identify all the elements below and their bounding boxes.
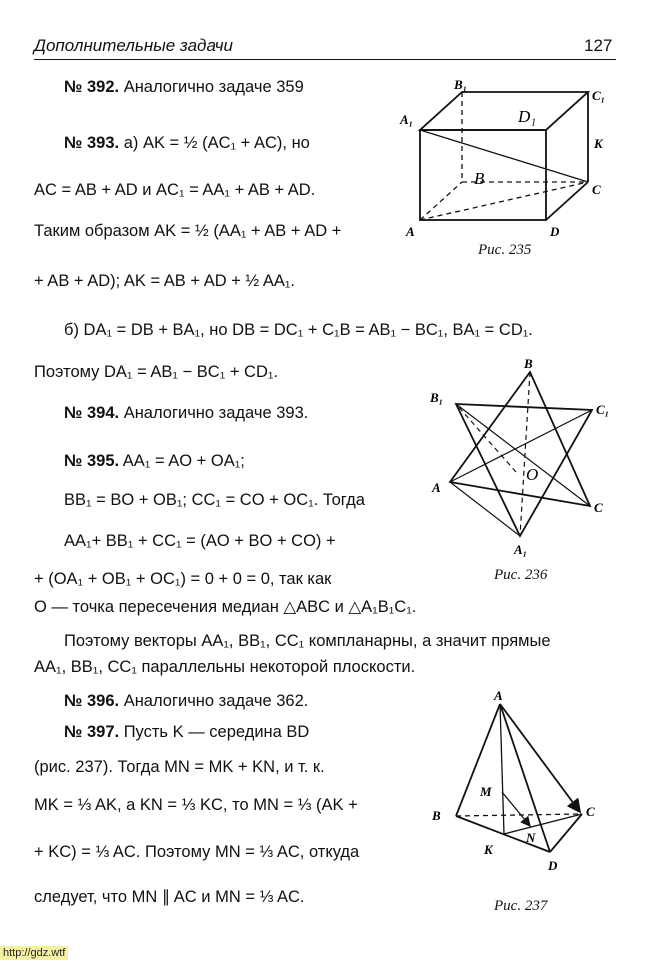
label-n: N <box>526 830 536 845</box>
label-d1: D₁ <box>518 107 537 126</box>
figure-235-caption: Рис. 235 <box>478 242 532 258</box>
problem-text: а) AK = ½ (AC₁ + AC), но <box>123 134 310 152</box>
problem-395-line-4: + (OA₁ + OB₁ + OC₁) = 0 + 0 = 0, так как <box>34 570 332 588</box>
problem-395-line-6: Поэтому векторы AA₁, BB₁, CC₁ компланарны, а значит прямые <box>64 632 551 650</box>
problem-393-line-4: + AB + AD); AK = AB + AD + ½ AA₁. <box>34 272 296 290</box>
problem-396 <box>64 691 308 711</box>
label-c: C <box>592 182 601 197</box>
problem-text: Аналогично задаче 359 <box>123 78 304 96</box>
label-c: C <box>594 500 603 515</box>
problem-397-line-2: (рис. 237). Тогда MN = MK + KN, и т. к. <box>34 758 325 776</box>
label-c1: C₁ <box>596 402 610 417</box>
header-rule <box>34 59 616 60</box>
segment-aa1 <box>450 482 520 536</box>
hidden-edge-bc <box>456 814 580 816</box>
problem-number: № 392. <box>64 78 120 96</box>
problem-397-line-4: + KC) = ⅓ AC. Поэтому MN = ⅓ AC, откуда <box>34 843 360 861</box>
label-b: B <box>474 169 485 188</box>
label-d: D <box>550 224 560 239</box>
source-url-link[interactable]: http://gdz.wtf <box>0 946 68 960</box>
label-a: A <box>494 690 503 703</box>
vector-ac <box>500 704 580 812</box>
problem-393-line-2: AC = AB + AD и AC₁ = AA₁ + AB + AD. <box>34 181 316 199</box>
problem-395-line-2: BB₁ = BO + OB₁; CC₁ = CO + OC₁. Тогда <box>64 491 365 509</box>
label-a: A <box>406 224 415 239</box>
edge-dc <box>550 814 582 852</box>
label-b: B <box>432 808 441 823</box>
cube-top-face <box>420 92 588 130</box>
problem-number: № 395. <box>64 452 120 470</box>
problem-393-line-3: Таким образом AK = ½ (AA₁ + AB + AD + <box>34 222 342 240</box>
label-b1: B₁ <box>430 390 444 405</box>
median-ak <box>500 704 504 834</box>
cube-edge-dc <box>546 182 588 220</box>
problem-number: № 396. <box>64 692 120 710</box>
problem-392 <box>64 77 304 97</box>
label-k: K <box>484 842 493 857</box>
edge-ad <box>500 704 550 852</box>
problem-397-line-3: MK = ⅓ AK, а KN = ⅓ KC, то MN = ⅓ (AK + <box>34 796 358 814</box>
figure-236-hexagram <box>426 356 626 562</box>
hidden-edge-ab <box>420 182 462 220</box>
label-a1: A₁ <box>400 112 414 127</box>
problem-395-line-3: AA₁+ BB₁ + CC₁ = (AO + BO + CO) + <box>64 532 336 550</box>
label-a1: A₁ <box>514 542 528 557</box>
figure-236-caption: Рис. 236 <box>494 567 548 583</box>
label-a: A <box>432 480 441 495</box>
problem-text: AA₁ = AO + OA₁; <box>122 452 245 470</box>
label-o: O <box>526 465 539 484</box>
triangle-abc <box>450 372 590 506</box>
label-k: K <box>594 136 603 151</box>
diagonal-ac <box>420 182 588 220</box>
vector-mn <box>502 792 530 826</box>
page-number: 127 <box>584 36 613 55</box>
problem-393-line-5: б) DA₁ = DB + BA₁, но DB = DC₁ + C₁B = AB₁ − BC₁, BA₁ = CD₁. <box>64 321 533 339</box>
label-b: B <box>524 356 533 371</box>
problem-395-line-5: O — точка пересечения медиан △ABC и △A₁B₁C₁. <box>34 598 417 616</box>
problem-393-line-6: Поэтому DA₁ = AB₁ − BC₁ + CD₁. <box>34 363 279 381</box>
diagonal-ac1 <box>420 130 588 182</box>
problem-397-line-1 <box>64 722 309 742</box>
label-d: D <box>548 858 558 873</box>
figure-235-cube <box>396 78 626 264</box>
figure-237-caption: Рис. 237 <box>494 898 548 914</box>
running-header: Дополнительные задачи <box>34 36 234 55</box>
problem-393-line-1 <box>64 133 310 153</box>
figure-237-tetrahedron <box>428 690 628 880</box>
label-c1: C₁ <box>592 88 606 103</box>
problem-number: № 394. <box>64 404 120 422</box>
label-b1: B₁ <box>454 78 468 92</box>
problem-395-line-7: AA₁, BB₁, CC₁ параллельны некоторой плоскости. <box>34 658 416 676</box>
label-m: M <box>480 784 492 799</box>
triangle-a1b1c1 <box>456 404 592 536</box>
label-c: C <box>586 804 595 819</box>
problem-395-line-1 <box>64 451 245 471</box>
edge-ab <box>456 704 500 816</box>
problem-397-line-5: следует, что MN ∥ AC и MN = ⅓ AC. <box>34 888 305 906</box>
problem-text: Пусть K — середина BD <box>123 723 310 741</box>
problem-text: Аналогично задаче 362. <box>123 692 309 710</box>
problem-number: № 397. <box>64 723 120 741</box>
problem-text: Аналогично задаче 393. <box>123 404 309 422</box>
problem-394 <box>64 403 308 423</box>
problem-number: № 393. <box>64 134 120 152</box>
